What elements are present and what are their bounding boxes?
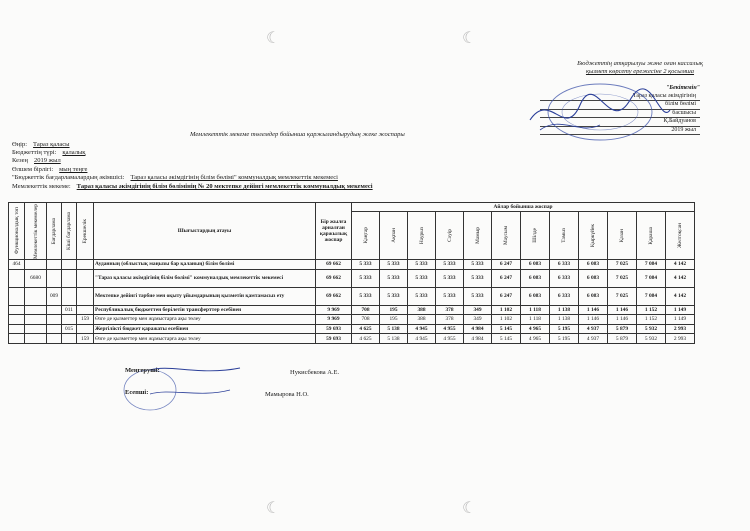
hole-mark-icon: ☾: [462, 30, 477, 47]
month-value: 6 083: [579, 260, 608, 270]
table-row: [9, 305, 695, 315]
header-text: Ерекшелік: [82, 218, 88, 244]
accountant-label: Есепші:: [125, 389, 149, 396]
month-value: 4 965: [521, 334, 550, 344]
table-row: [9, 269, 695, 287]
header-text: Мемлекеттік мекемелер: [32, 203, 39, 259]
header-text: Бағдарлама: [51, 217, 57, 245]
month-value: 6 247: [492, 287, 521, 305]
code-cell: [47, 260, 62, 270]
code-cell: [77, 287, 94, 305]
code-cell: [9, 287, 25, 305]
meta-unit: [12, 166, 87, 174]
approved-word: "Бекітемін": [665, 85, 700, 91]
header-text: Функционалдық топ: [13, 207, 20, 255]
month-value: 378: [436, 315, 464, 325]
meta-label: Мемлекеттік мекеме:: [12, 183, 71, 190]
code-cell: [9, 324, 25, 334]
meta-label: "Бюджеттік бағдарламалардың әкімшісі:: [12, 174, 125, 181]
month-value: 5 333: [408, 269, 436, 287]
month-value: 5 333: [380, 287, 408, 305]
month-value: 5 333: [436, 260, 464, 270]
month-value: 7 084: [637, 287, 666, 305]
head-name: Нукисбекова А.Е.: [290, 369, 340, 376]
month-header: [666, 212, 695, 260]
month-value: 4 945: [408, 334, 436, 344]
month-label: Қараша: [648, 226, 654, 245]
month-header: [608, 212, 637, 260]
table-row: [9, 315, 695, 325]
month-value: 7 025: [608, 260, 637, 270]
month-value: 5 333: [380, 260, 408, 270]
code-cell: [47, 305, 62, 315]
approval-line-2: қызмет көрсету ережесіне 2 қосымша: [585, 68, 695, 75]
month-value: 4 625: [352, 324, 380, 334]
month-value: 6 083: [521, 287, 550, 305]
months-title: Айлар бойынша жоспар: [352, 203, 695, 212]
month-label: Маусым: [503, 225, 509, 246]
approval-line-1: Бюджеттің атқарылуы және оған кассалық: [577, 60, 703, 67]
meta-value: 2019 жыл: [33, 157, 61, 164]
month-value: 2 993: [666, 324, 695, 334]
month-value: 5 195: [550, 324, 579, 334]
month-value: 1 118: [521, 315, 550, 325]
month-value: 708: [352, 315, 380, 325]
month-value: 6 083: [579, 287, 608, 305]
month-value: 6 333: [550, 260, 579, 270]
month-value: 1 138: [550, 315, 579, 325]
col-header-functional-group: [9, 203, 25, 260]
code-cell: [25, 334, 47, 344]
expense-name: "Тараз қаласы әкімдігінің білім бөлімі" коммуналдық мемлекеттік мекемесі: [94, 269, 316, 287]
code-cell: [62, 269, 77, 287]
month-value: 5 333: [352, 287, 380, 305]
annual-total: 9 969: [316, 315, 352, 325]
code-cell: [77, 305, 94, 315]
month-header: [492, 212, 521, 260]
month-value: 1 146: [608, 315, 637, 325]
code-cell: 015: [62, 324, 77, 334]
meta-label: Өңір:: [12, 141, 28, 148]
month-value: 5 145: [492, 334, 521, 344]
meta-institution: [12, 183, 373, 191]
col-header-annual-total: Бір жылға арналған қаржылық жоспар: [316, 203, 352, 260]
approved-role: басшысы: [540, 110, 700, 119]
month-label: Сәуір: [446, 229, 453, 242]
code-cell: 009: [47, 287, 62, 305]
code-cell: 464: [9, 260, 25, 270]
annual-total: 69 662: [316, 269, 352, 287]
hole-mark-icon: ☾: [266, 30, 281, 47]
month-value: 4 984: [464, 334, 492, 344]
col-header-specifics: [77, 203, 94, 260]
accountant-name: Мамырова Н.О.: [265, 391, 309, 398]
meta-administrator: [12, 174, 338, 182]
month-value: 1 146: [579, 315, 608, 325]
month-value: 5 333: [408, 260, 436, 270]
month-value: 5 333: [352, 269, 380, 287]
meta-label: Кезең: [12, 157, 28, 164]
meta-value: Тараз қаласы: [33, 141, 70, 148]
code-cell: [25, 324, 47, 334]
expense-name: Ауданның (облыстық маңызы бар қаланың) білім бөлімі: [94, 260, 316, 270]
month-value: 4 965: [521, 324, 550, 334]
month-value: 6 083: [521, 260, 550, 270]
month-value: 1 102: [492, 315, 521, 325]
meta-label: Өлшем бірлігі:: [12, 166, 54, 173]
month-value: 388: [408, 305, 436, 315]
month-value: 5 333: [408, 287, 436, 305]
plan-title: Мемлекеттік мекеме төлемдер бойынша қаржыландырудың жеке жоспары: [190, 131, 405, 138]
month-value: 4 142: [666, 269, 695, 287]
month-header: [550, 212, 579, 260]
month-header: [579, 212, 608, 260]
month-value: 1 146: [579, 305, 608, 315]
month-value: 5 138: [380, 334, 408, 344]
approval-reference: [540, 60, 740, 76]
expense-name: Жергілікті бюджет қаражаты есебінен: [94, 324, 316, 334]
month-label: Қыркүйек: [590, 223, 596, 248]
code-cell: 159: [77, 315, 94, 325]
meta-value: Тараз қаласы әкімдігінің білім бөлімінің № 20 мектепке дейінгі мемлекеттік коммуналдық мекемесі: [76, 183, 373, 190]
month-value: 4 984: [464, 324, 492, 334]
code-cell: 159: [77, 334, 94, 344]
month-value: 195: [380, 315, 408, 325]
code-cell: [62, 334, 77, 344]
code-cell: [25, 305, 47, 315]
annual-total: 59 693: [316, 334, 352, 344]
table-row: [9, 287, 695, 305]
month-value: 4 142: [666, 287, 695, 305]
code-cell: [47, 334, 62, 344]
month-value: 5 333: [436, 269, 464, 287]
month-value: 5 333: [436, 287, 464, 305]
month-label: Желтоқсан: [677, 223, 683, 248]
table-body: [9, 260, 695, 344]
financing-plan-table: [8, 202, 695, 344]
month-value: 1 149: [666, 315, 695, 325]
meta-value: қалалық: [62, 149, 86, 156]
hole-mark-icon: ☾: [462, 500, 477, 517]
meta-label: Бюджеттің түрі:: [12, 149, 57, 156]
code-cell: [25, 287, 47, 305]
expense-name: Республикалық бюджеттен берілетін трансферттер есебінен: [94, 305, 316, 315]
month-value: 1 102: [492, 305, 521, 315]
month-value: 5 138: [380, 324, 408, 334]
code-cell: 011: [62, 305, 77, 315]
approval-stamp-signature: [520, 80, 680, 150]
table-row: [9, 260, 695, 270]
month-header: [380, 212, 408, 260]
month-value: 708: [352, 305, 380, 315]
expense-name: Өзге де қызметтер мен жұмыстарға ақы төлеу: [94, 334, 316, 344]
month-label: Ақпан: [390, 228, 397, 243]
month-value: 7 084: [637, 269, 666, 287]
month-value: 7 025: [608, 287, 637, 305]
month-value: 5 932: [637, 334, 666, 344]
meta-region: [12, 141, 70, 149]
table-row: [9, 334, 695, 344]
code-cell: 6680: [25, 269, 47, 287]
month-value: 1 152: [637, 305, 666, 315]
month-label: Қаңтар: [362, 227, 369, 244]
code-cell: [9, 315, 25, 325]
code-cell: [25, 315, 47, 325]
code-cell: [9, 305, 25, 315]
month-value: 1 146: [608, 305, 637, 315]
month-value: 1 138: [550, 305, 579, 315]
annual-total: 9 969: [316, 305, 352, 315]
month-label: Шілде: [532, 228, 538, 243]
month-value: 7 025: [608, 269, 637, 287]
table-row: [9, 324, 695, 334]
expense-name: Өзге де қызметтер мен жұмыстарға ақы төлеу: [94, 315, 316, 325]
month-value: 5 333: [380, 269, 408, 287]
month-label: Мамыр: [474, 227, 481, 244]
month-value: 4 955: [436, 324, 464, 334]
month-value: 6 083: [521, 269, 550, 287]
annual-total: 69 662: [316, 260, 352, 270]
month-value: 388: [408, 315, 436, 325]
col-header-subprogram: [62, 203, 77, 260]
code-cell: [62, 260, 77, 270]
annual-total: 69 662: [316, 287, 352, 305]
month-value: 5 879: [608, 324, 637, 334]
month-header: [352, 212, 380, 260]
month-header: [637, 212, 666, 260]
code-cell: [9, 269, 25, 287]
code-cell: [62, 287, 77, 305]
month-value: 4 945: [408, 324, 436, 334]
code-cell: [77, 269, 94, 287]
month-value: 6 247: [492, 260, 521, 270]
col-header-institutions: [25, 203, 47, 260]
col-header-program: [47, 203, 62, 260]
month-value: 4 955: [436, 334, 464, 344]
month-value: 378: [436, 305, 464, 315]
month-value: 6 333: [550, 269, 579, 287]
code-cell: [25, 260, 47, 270]
month-value: 349: [464, 315, 492, 325]
month-value: 7 084: [637, 260, 666, 270]
month-value: 4 625: [352, 334, 380, 344]
approved-org-1: Тараз қаласы әкімдігінің: [540, 93, 700, 102]
month-value: 1 118: [521, 305, 550, 315]
annual-total: 59 693: [316, 324, 352, 334]
month-label: Наурыз: [418, 226, 425, 245]
month-value: 5 932: [637, 324, 666, 334]
month-header: [408, 212, 436, 260]
month-header: [464, 212, 492, 260]
month-value: 1 152: [637, 315, 666, 325]
month-value: 1 149: [666, 305, 695, 315]
month-value: 4 937: [579, 334, 608, 344]
month-header: [521, 212, 550, 260]
header-text: Кіші бағдарлама: [66, 211, 72, 251]
approved-name: Қ.Байдуанов: [540, 118, 700, 127]
approved-date: 2019 жыл: [540, 127, 700, 136]
code-cell: [62, 315, 77, 325]
month-value: 6 247: [492, 269, 521, 287]
meta-value: Тараз қаласы әкімдігінің білім бөлімі" коммуналдық мемлекеттік мекемесі: [130, 174, 338, 181]
month-value: 195: [380, 305, 408, 315]
month-value: 5 333: [464, 260, 492, 270]
code-cell: [77, 324, 94, 334]
month-value: 349: [464, 305, 492, 315]
code-cell: [47, 269, 62, 287]
meta-budget-type: [12, 149, 85, 157]
expense-name: Мектепке дейінгі тәрбие мен оқыту ұйымдарының қызметін қамтамасыз ету: [94, 287, 316, 305]
month-label: Тамыз: [561, 228, 567, 243]
month-value: 4 142: [666, 260, 695, 270]
hole-mark-icon: ☾: [266, 500, 281, 517]
approved-org-2: білім бөлімі: [540, 101, 700, 110]
col-header-name: Шығыстардың атауы: [94, 203, 316, 260]
month-value: 2 993: [666, 334, 695, 344]
code-cell: [47, 324, 62, 334]
month-value: 6 333: [550, 287, 579, 305]
code-cell: [47, 315, 62, 325]
month-value: 5 333: [464, 287, 492, 305]
month-value: 5 195: [550, 334, 579, 344]
month-label: Қазан: [619, 228, 625, 243]
code-cell: [9, 334, 25, 344]
month-value: 5 333: [464, 269, 492, 287]
month-value: 5 333: [352, 260, 380, 270]
meta-period: [12, 157, 61, 165]
code-cell: [77, 260, 94, 270]
month-value: 4 937: [579, 324, 608, 334]
head-label: Меңгеруші:: [125, 367, 160, 374]
month-value: 5 145: [492, 324, 521, 334]
month-header: [436, 212, 464, 260]
meta-value: мың теңге: [59, 166, 88, 173]
month-value: 5 879: [608, 334, 637, 344]
month-value: 6 083: [579, 269, 608, 287]
